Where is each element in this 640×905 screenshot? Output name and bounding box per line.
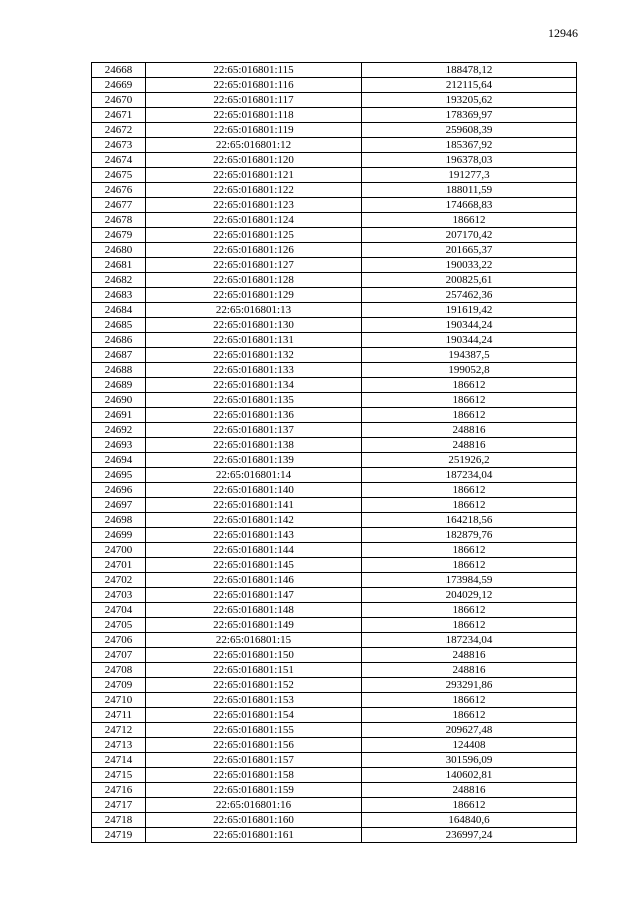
- cadastral-number-cell: 22:65:016801:158: [146, 768, 362, 783]
- cadastral-number-cell: 22:65:016801:150: [146, 648, 362, 663]
- cadastral-value-cell: 248816: [362, 663, 577, 678]
- cadastral-value-cell: 186612: [362, 603, 577, 618]
- cadastral-value-cell: 251926,2: [362, 453, 577, 468]
- cadastral-number-cell: 22:65:016801:151: [146, 663, 362, 678]
- cadastral-number-cell: 22:65:016801:126: [146, 243, 362, 258]
- cadastral-value-cell: 187234,04: [362, 468, 577, 483]
- table-row: [92, 348, 577, 363]
- table-row: [92, 93, 577, 108]
- row-number-cell: 24718: [92, 813, 146, 828]
- cadastral-number-cell: 22:65:016801:149: [146, 618, 362, 633]
- row-number-cell: 24719: [92, 828, 146, 843]
- cadastral-value-cell: 173984,59: [362, 573, 577, 588]
- row-number-cell: 24696: [92, 483, 146, 498]
- row-number-cell: 24701: [92, 558, 146, 573]
- cadastral-number-cell: 22:65:016801:134: [146, 378, 362, 393]
- cadastral-number-cell: 22:65:016801:155: [146, 723, 362, 738]
- cadastral-value-cell: 236997,24: [362, 828, 577, 843]
- cadastral-number-cell: 22:65:016801:124: [146, 213, 362, 228]
- cadastral-value-cell: 164840,6: [362, 813, 577, 828]
- cadastral-value-cell: 193205,62: [362, 93, 577, 108]
- row-number-cell: 24703: [92, 588, 146, 603]
- cadastral-number-cell: 22:65:016801:120: [146, 153, 362, 168]
- cadastral-number-cell: 22:65:016801:123: [146, 198, 362, 213]
- row-number-cell: 24708: [92, 663, 146, 678]
- cadastral-value-cell: 248816: [362, 423, 577, 438]
- cadastral-number-cell: 22:65:016801:122: [146, 183, 362, 198]
- row-number-cell: 24689: [92, 378, 146, 393]
- row-number-cell: 24682: [92, 273, 146, 288]
- cadastral-number-cell: 22:65:016801:115: [146, 63, 362, 78]
- cadastral-value-cell: 174668,83: [362, 198, 577, 213]
- row-number-cell: 24717: [92, 798, 146, 813]
- cadastral-number-cell: 22:65:016801:143: [146, 528, 362, 543]
- table-row: [92, 498, 577, 513]
- row-number-cell: 24698: [92, 513, 146, 528]
- row-number-cell: 24683: [92, 288, 146, 303]
- cadastral-number-cell: 22:65:016801:128: [146, 273, 362, 288]
- table-row: [92, 183, 577, 198]
- cadastral-value-cell: 187234,04: [362, 633, 577, 648]
- table-row: [92, 768, 577, 783]
- row-number-cell: 24677: [92, 198, 146, 213]
- cadastral-number-cell: 22:65:016801:160: [146, 813, 362, 828]
- table-row: [92, 63, 577, 78]
- cadastral-number-cell: 22:65:016801:156: [146, 738, 362, 753]
- row-number-cell: 24690: [92, 393, 146, 408]
- table-row: [92, 738, 577, 753]
- table-row: [92, 513, 577, 528]
- table-row: [92, 198, 577, 213]
- cadastral-number-cell: 22:65:016801:147: [146, 588, 362, 603]
- cadastral-number-cell: 22:65:016801:15: [146, 633, 362, 648]
- cadastral-value-cell: 124408: [362, 738, 577, 753]
- cadastral-value-cell: 186612: [362, 543, 577, 558]
- row-number-cell: 24680: [92, 243, 146, 258]
- cadastral-number-cell: 22:65:016801:129: [146, 288, 362, 303]
- cadastral-value-cell: 186612: [362, 798, 577, 813]
- cadastral-number-cell: 22:65:016801:118: [146, 108, 362, 123]
- table-row: [92, 333, 577, 348]
- row-number-cell: 24712: [92, 723, 146, 738]
- cadastral-number-cell: 22:65:016801:148: [146, 603, 362, 618]
- row-number-cell: 24684: [92, 303, 146, 318]
- table-row: [92, 468, 577, 483]
- table-row: [92, 588, 577, 603]
- cadastral-number-cell: 22:65:016801:141: [146, 498, 362, 513]
- row-number-cell: 24706: [92, 633, 146, 648]
- table-row: [92, 408, 577, 423]
- cadastral-value-cell: 257462,36: [362, 288, 577, 303]
- table-row: [92, 648, 577, 663]
- table-row: [92, 633, 577, 648]
- row-number-cell: 24716: [92, 783, 146, 798]
- table-row: [92, 453, 577, 468]
- cadastral-number-cell: 22:65:016801:145: [146, 558, 362, 573]
- table-row: [92, 723, 577, 738]
- cadastral-number-cell: 22:65:016801:161: [146, 828, 362, 843]
- table-row: [92, 108, 577, 123]
- row-number-cell: 24668: [92, 63, 146, 78]
- table-row: [92, 288, 577, 303]
- row-number-cell: 24674: [92, 153, 146, 168]
- row-number-cell: 24678: [92, 213, 146, 228]
- table-row: [92, 753, 577, 768]
- cadastral-value-cell: 164218,56: [362, 513, 577, 528]
- row-number-cell: 24673: [92, 138, 146, 153]
- cadastral-value-cell: 190033,22: [362, 258, 577, 273]
- cadastral-value-cell: 186612: [362, 393, 577, 408]
- cadastral-value-cell: 186612: [362, 378, 577, 393]
- cadastral-value-cell: 186612: [362, 558, 577, 573]
- cadastral-value-cell: 186612: [362, 483, 577, 498]
- row-number-cell: 24697: [92, 498, 146, 513]
- table-row: [92, 828, 577, 843]
- cadastral-value-cell: 196378,03: [362, 153, 577, 168]
- table-row: [92, 213, 577, 228]
- table-row: [92, 663, 577, 678]
- table-row: [92, 813, 577, 828]
- table-row: [92, 693, 577, 708]
- row-number-cell: 24676: [92, 183, 146, 198]
- cadastral-value-cell: 178369,97: [362, 108, 577, 123]
- cadastral-value-cell: 140602,81: [362, 768, 577, 783]
- cadastral-value-cell: 186612: [362, 618, 577, 633]
- table-row: [92, 78, 577, 93]
- table-row: [92, 258, 577, 273]
- table-row: [92, 708, 577, 723]
- table-row: [92, 603, 577, 618]
- cadastral-value-cell: 248816: [362, 783, 577, 798]
- table-row: [92, 438, 577, 453]
- row-number-cell: 24715: [92, 768, 146, 783]
- table-row: [92, 798, 577, 813]
- cadastral-value-cell: 209627,48: [362, 723, 577, 738]
- cadastral-value-cell: 259608,39: [362, 123, 577, 138]
- table-row: [92, 378, 577, 393]
- cadastral-number-cell: 22:65:016801:135: [146, 393, 362, 408]
- row-number-cell: 24693: [92, 438, 146, 453]
- cadastral-value-cell: 207170,42: [362, 228, 577, 243]
- cadastral-value-cell: 190344,24: [362, 318, 577, 333]
- table-row: [92, 678, 577, 693]
- row-number-cell: 24705: [92, 618, 146, 633]
- cadastral-value-cell: 201665,37: [362, 243, 577, 258]
- table-row: [92, 483, 577, 498]
- cadastral-number-cell: 22:65:016801:16: [146, 798, 362, 813]
- row-number-cell: 24691: [92, 408, 146, 423]
- cadastral-number-cell: 22:65:016801:119: [146, 123, 362, 138]
- row-number-cell: 24675: [92, 168, 146, 183]
- cadastral-number-cell: 22:65:016801:142: [146, 513, 362, 528]
- cadastral-value-cell: 191277,3: [362, 168, 577, 183]
- row-number-cell: 24714: [92, 753, 146, 768]
- table-row: [92, 318, 577, 333]
- row-number-cell: 24670: [92, 93, 146, 108]
- table-row: [92, 363, 577, 378]
- cadastral-value-table: [91, 62, 577, 843]
- row-number-cell: 24711: [92, 708, 146, 723]
- table-row: [92, 618, 577, 633]
- cadastral-value-cell: 212115,64: [362, 78, 577, 93]
- cadastral-number-cell: 22:65:016801:117: [146, 93, 362, 108]
- cadastral-value-cell: 204029,12: [362, 588, 577, 603]
- cadastral-value-cell: 190344,24: [362, 333, 577, 348]
- cadastral-number-cell: 22:65:016801:12: [146, 138, 362, 153]
- row-number-cell: 24709: [92, 678, 146, 693]
- row-number-cell: 24700: [92, 543, 146, 558]
- row-number-cell: 24679: [92, 228, 146, 243]
- cadastral-number-cell: 22:65:016801:146: [146, 573, 362, 588]
- table-row: [92, 543, 577, 558]
- cadastral-number-cell: 22:65:016801:153: [146, 693, 362, 708]
- table-row: [92, 273, 577, 288]
- cadastral-number-cell: 22:65:016801:138: [146, 438, 362, 453]
- cadastral-number-cell: 22:65:016801:137: [146, 423, 362, 438]
- cadastral-number-cell: 22:65:016801:125: [146, 228, 362, 243]
- cadastral-value-cell: 182879,76: [362, 528, 577, 543]
- row-number-cell: 24692: [92, 423, 146, 438]
- cadastral-value-cell: 188478,12: [362, 63, 577, 78]
- cadastral-number-cell: 22:65:016801:131: [146, 333, 362, 348]
- row-number-cell: 24699: [92, 528, 146, 543]
- cadastral-number-cell: 22:65:016801:159: [146, 783, 362, 798]
- cadastral-number-cell: 22:65:016801:152: [146, 678, 362, 693]
- cadastral-value-cell: 186612: [362, 213, 577, 228]
- cadastral-number-cell: 22:65:016801:140: [146, 483, 362, 498]
- cadastral-number-cell: 22:65:016801:139: [146, 453, 362, 468]
- row-number-cell: 24688: [92, 363, 146, 378]
- cadastral-value-cell: 199052,8: [362, 363, 577, 378]
- cadastral-number-cell: 22:65:016801:136: [146, 408, 362, 423]
- table-row: [92, 123, 577, 138]
- table-row: [92, 303, 577, 318]
- table-row: [92, 393, 577, 408]
- row-number-cell: 24704: [92, 603, 146, 618]
- table-row: [92, 153, 577, 168]
- table-row: [92, 558, 577, 573]
- row-number-cell: 24694: [92, 453, 146, 468]
- page-number: 12946: [548, 26, 578, 40]
- cadastral-number-cell: 22:65:016801:133: [146, 363, 362, 378]
- cadastral-number-cell: 22:65:016801:130: [146, 318, 362, 333]
- row-number-cell: 24707: [92, 648, 146, 663]
- cadastral-value-cell: 248816: [362, 438, 577, 453]
- cadastral-number-cell: 22:65:016801:116: [146, 78, 362, 93]
- row-number-cell: 24695: [92, 468, 146, 483]
- cadastral-value-cell: 200825,61: [362, 273, 577, 288]
- cadastral-value-cell: 186612: [362, 693, 577, 708]
- cadastral-value-cell: 293291,86: [362, 678, 577, 693]
- table-row: [92, 528, 577, 543]
- cadastral-value-cell: 186612: [362, 708, 577, 723]
- cadastral-value-cell: 186612: [362, 408, 577, 423]
- table-row: [92, 168, 577, 183]
- row-number-cell: 24687: [92, 348, 146, 363]
- cadastral-number-cell: 22:65:016801:13: [146, 303, 362, 318]
- cadastral-value-cell: 185367,92: [362, 138, 577, 153]
- table-row: [92, 138, 577, 153]
- cadastral-number-cell: 22:65:016801:157: [146, 753, 362, 768]
- row-number-cell: 24702: [92, 573, 146, 588]
- cadastral-number-cell: 22:65:016801:127: [146, 258, 362, 273]
- row-number-cell: 24713: [92, 738, 146, 753]
- row-number-cell: 24681: [92, 258, 146, 273]
- row-number-cell: 24669: [92, 78, 146, 93]
- table-row: [92, 573, 577, 588]
- table-row: [92, 243, 577, 258]
- cadastral-number-cell: 22:65:016801:154: [146, 708, 362, 723]
- row-number-cell: 24685: [92, 318, 146, 333]
- cadastral-value-cell: 186612: [362, 498, 577, 513]
- cadastral-value-cell: 301596,09: [362, 753, 577, 768]
- row-number-cell: 24671: [92, 108, 146, 123]
- cadastral-number-cell: 22:65:016801:144: [146, 543, 362, 558]
- table-row: [92, 423, 577, 438]
- cadastral-number-cell: 22:65:016801:132: [146, 348, 362, 363]
- cadastral-value-cell: 191619,42: [362, 303, 577, 318]
- cadastral-value-cell: 248816: [362, 648, 577, 663]
- table-row: [92, 783, 577, 798]
- cadastral-value-cell: 188011,59: [362, 183, 577, 198]
- table-body: [92, 63, 577, 843]
- row-number-cell: 24672: [92, 123, 146, 138]
- cadastral-number-cell: 22:65:016801:121: [146, 168, 362, 183]
- cadastral-number-cell: 22:65:016801:14: [146, 468, 362, 483]
- row-number-cell: 24686: [92, 333, 146, 348]
- cadastral-value-cell: 194387,5: [362, 348, 577, 363]
- row-number-cell: 24710: [92, 693, 146, 708]
- table-row: [92, 228, 577, 243]
